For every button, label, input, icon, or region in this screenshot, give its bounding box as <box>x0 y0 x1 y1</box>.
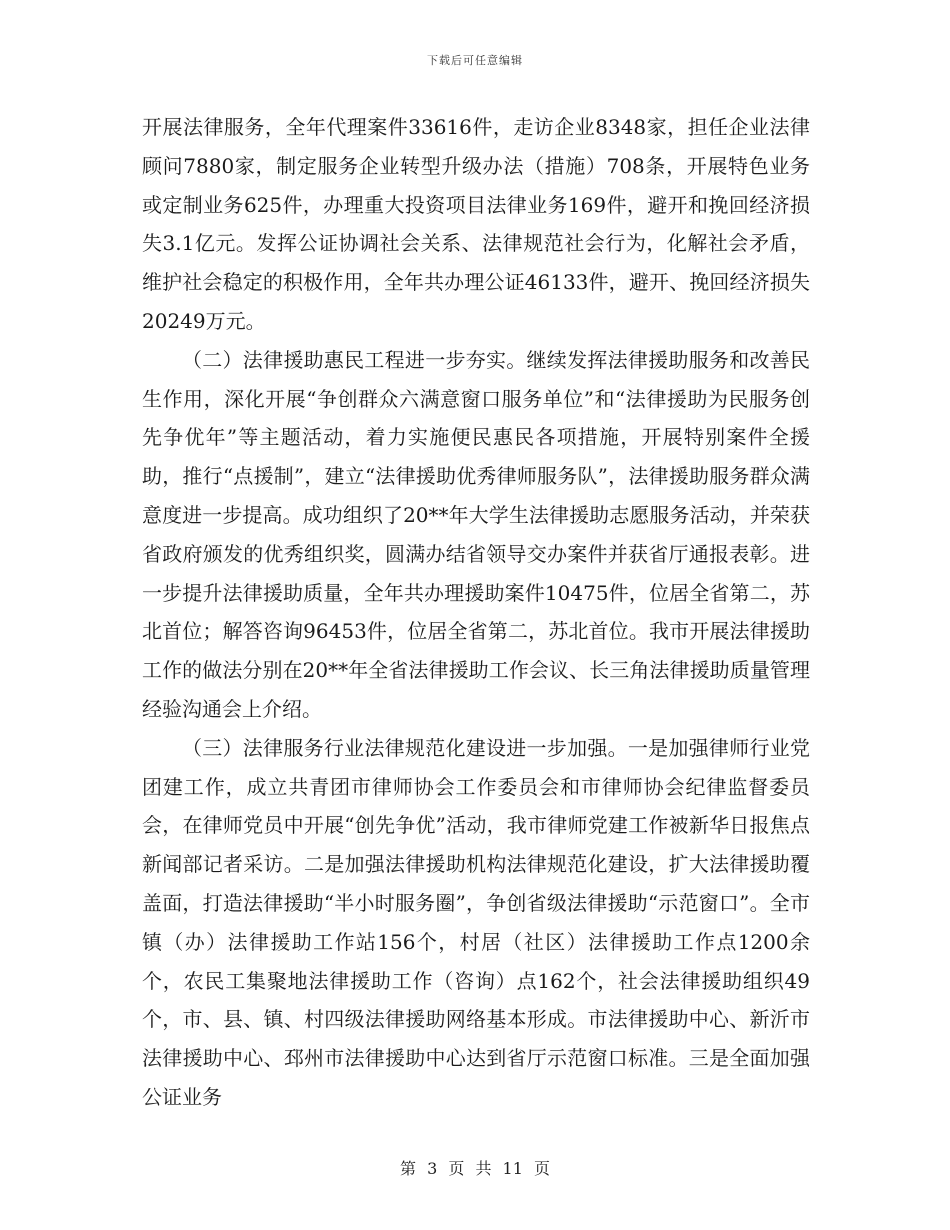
page-number: 第 3 页 共 11 页 <box>400 1159 550 1178</box>
paragraph-service-stats: 开展法律服务，全年代理案件33616件，走访企业8348家，担任企业法律顾问7880家，制定服务企业转型升级办法（措施）708条，开展特色业务或定制业务625件，办理重大投资项目法律业务169件，避开和挽回经济损失3.1亿元。发挥公证协调社会关系、法律规范社会行为，化解社会矛盾，维护社会稳定的积极作用，全年共办理公证46133件，避开、挽回经济损失20249万元。 <box>142 115 810 333</box>
paragraph-standardization: （三）法律服务行业法律规范化建设进一步加强。一是加强律师行业党团建工作，成立共青团市律师协会工作委员会和市律师协会纪律监督委员会，在律师党员中开展“创先争优”活动，我市律师党建工作被新华日报焦点新闻部记者采访。二是加强法律援助机构法律规范化建设，扩大法律援助覆盖面，打造法律援助“半小时服务圈”，争创省级法律援助“示范窗口”。全市镇（办）法律援助工作站156个，村居（社区）法律援助工作点1200余个，农民工集聚地法律援助工作（咨询）点162个，社会法律援助组织49个，市、县、镇、村四级法律援助网络基本形成。市法律援助中心、新沂市法律援助中心、邳州市法律援助中心达到省厅示范窗口标准。三是全面加强公证业务 <box>142 735 810 1109</box>
paragraph-legal-aid: （二）法律援助惠民工程进一步夯实。继续发挥法律援助服务和改善民生作用，深化开展“争创群众六满意窗口服务单位”和“法律援助为民服务创先争优年”等主题活动，着力实施便民惠民各项措施，开展特别案件全援助，推行“点援制”，建立“法律援助优秀律师服务队”，法律援助服务群众满意度进一步提高。成功组织了20**年大学生法律援助志愿服务活动，并荣获省政府颁发的优秀组织奖，圆满办结省领导交办案件并获省厅通报表彰。进一步提升法律援助质量，全年共办理援助案件10475件，位居全省第二，苏北首位；解答咨询96453件，位居全省第二，苏北首位。我市开展法律援助工作的做法分别在20**年全省法律援助工作会议、长三角法律援助质量管理经验沟通会上介绍。 <box>142 347 810 721</box>
page-header: 下载后可任意编辑 <box>427 54 523 67</box>
document-body <box>142 108 810 1117</box>
